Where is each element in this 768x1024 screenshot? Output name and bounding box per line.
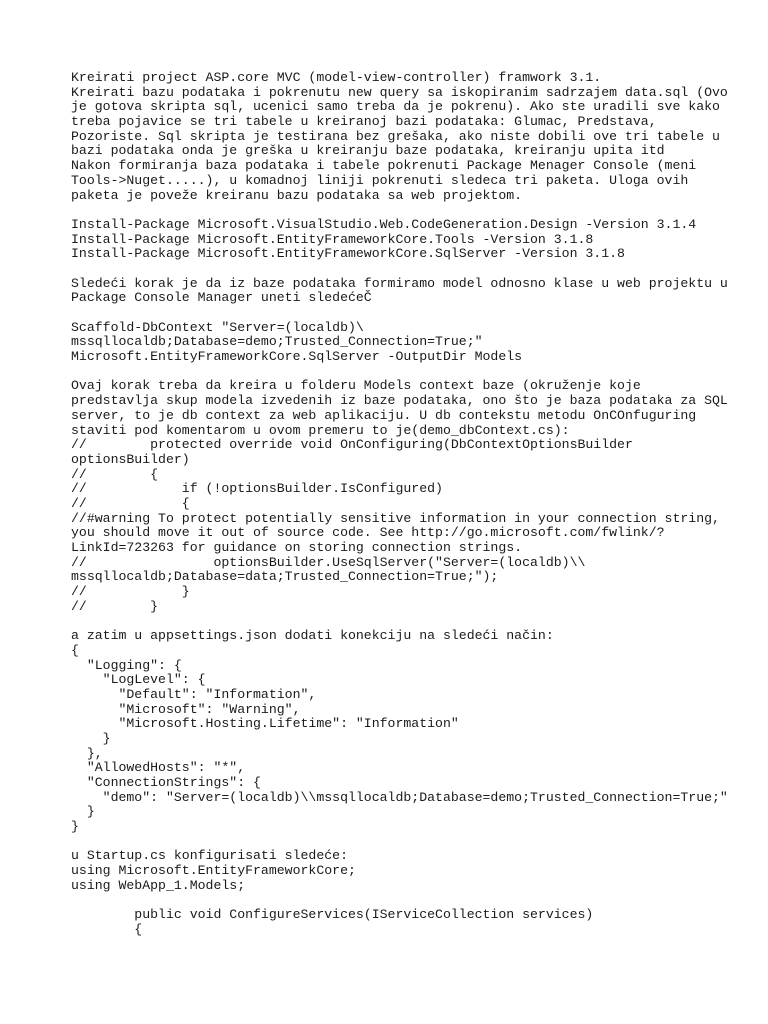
text-line: Nakon formiranja baza podataka i tabele pokrenuti Package Menager Console (meni bbox=[71, 158, 697, 174]
text-line: Ovaj korak treba da kreira u folderu Models context baze (okruženje koje bbox=[71, 378, 641, 394]
text-line: server, to je db context za web aplikaciju. U db contekstu metodu OnCOnfuguring bbox=[71, 407, 697, 423]
document-page bbox=[71, 70, 728, 938]
code-line: Scaffold-DbContext "Server=(localdb)\ bbox=[71, 319, 364, 335]
code-line: Microsoft.EntityFrameworkCore.SqlServer -OutputDir Models bbox=[71, 349, 523, 365]
code-line: "Microsoft.Hosting.Lifetime": "Information" bbox=[71, 716, 459, 732]
paragraph-gap bbox=[71, 894, 711, 909]
code-line: } bbox=[71, 804, 95, 820]
intro-paragraph bbox=[71, 70, 728, 203]
install-commands bbox=[71, 218, 711, 262]
configure-services-snippet bbox=[71, 908, 711, 937]
text-line: predstavlja skup modela izvedenih iz baze podataka, ono što je baza podataka za SQL bbox=[71, 393, 728, 409]
text-line: u Startup.cs konfigurisati sledeće: bbox=[71, 848, 348, 864]
text-line: Kreirati bazu podataka i pokrenutu new query sa iskopiranim sadrzajem data.sql (Ovo bbox=[71, 84, 728, 100]
code-line: { bbox=[71, 642, 79, 658]
code-line: using WebApp_1.Models; bbox=[71, 877, 246, 893]
text-line: je gotova skripta sql, ucenici samo treba da je pokrenu). Ako ste uradili sve kako bbox=[71, 99, 720, 115]
code-line: { bbox=[71, 921, 143, 937]
code-line: } bbox=[71, 819, 79, 835]
code-line: // optionsBuilder.UseSqlServer("Server=(localdb)\\ bbox=[71, 554, 586, 570]
paragraph-gap bbox=[71, 614, 711, 629]
text-line: staviti pod komentarom u ovom premeru to je(demo_dbContext.cs): bbox=[71, 422, 570, 438]
appsettings-paragraph bbox=[71, 628, 728, 835]
text-line: Sledeći korak je da iz baze podataka formiramo model odnosno klase u web projektu u bbox=[71, 275, 728, 291]
code-line: "Microsoft": "Warning", bbox=[71, 701, 301, 717]
code-line: // protected override void OnConfiguring(DbContextOptionsBuilder bbox=[71, 437, 633, 453]
code-line: Install-Package Microsoft.VisualStudio.Web.CodeGeneration.Design -Version 3.1.4 bbox=[71, 216, 697, 232]
code-line: // if (!optionsBuilder.IsConfigured) bbox=[71, 481, 443, 497]
text-line: bazi podataka onda je greška u kreiranju baze podataka, kreiranju upita itd bbox=[71, 143, 665, 159]
code-line: // { bbox=[71, 495, 190, 511]
code-line: "LogLevel": { bbox=[71, 672, 206, 688]
paragraph-gap bbox=[71, 365, 711, 380]
code-line: } bbox=[71, 730, 111, 746]
text-line: Kreirati project ASP.core MVC (model-view-controller) framwork 3.1. bbox=[71, 70, 602, 85]
next-step-paragraph bbox=[71, 275, 728, 306]
code-line: optionsBuilder) bbox=[71, 451, 190, 467]
code-line: //#warning To protect potentially sensitive information in your connection string, bbox=[71, 510, 720, 526]
code-line: // { bbox=[71, 466, 159, 482]
paragraph-gap bbox=[71, 203, 711, 218]
code-line: "ConnectionStrings": { bbox=[71, 775, 261, 790]
text-line: Tools->Nuget.....), u komadnoj liniji pokrenuti sledeca tri paketa. Uloga ovih bbox=[71, 172, 689, 188]
text-line: Pozoriste. Sql skripta je testirana bez grešaka, ako niste dobili ove tri tabele u bbox=[71, 128, 720, 144]
dbcontext-paragraph bbox=[71, 378, 728, 614]
code-line: "Default": "Information", bbox=[71, 686, 317, 702]
paragraph-gap bbox=[71, 262, 711, 277]
code-line: // } bbox=[71, 598, 159, 614]
code-line: Install-Package Microsoft.EntityFrameworkCore.SqlServer -Version 3.1.8 bbox=[71, 246, 625, 262]
code-line: // } bbox=[71, 584, 190, 600]
text-line: Package Console Manager uneti sledećeČ bbox=[71, 290, 372, 306]
text-line: paketa je poveže kreiranu bazu podataka sa web projektom. bbox=[71, 187, 523, 203]
text-line: treba pojavice se tri tabele u kreiranoj bazi podataka: Glumac, Predstava, bbox=[71, 114, 657, 130]
code-line: LinkId=723263 for guidance on storing connection strings. bbox=[71, 540, 523, 555]
code-line: "AllowedHosts": "*", bbox=[71, 760, 246, 776]
text-line: a zatim u appsettings.json dodati konekciju na sledeći način: bbox=[71, 628, 554, 644]
code-line: "demo": "Server=(localdb)\\mssqllocaldb;Database=demo;Trusted_Connection=True;" bbox=[71, 789, 728, 805]
code-line: Install-Package Microsoft.EntityFrameworkCore.Tools -Version 3.1.8 bbox=[71, 231, 594, 247]
code-line: mssqllocaldb;Database=data;Trusted_Connection=True;"); bbox=[71, 569, 499, 585]
code-line: public void ConfigureServices(IServiceCollection services) bbox=[71, 907, 594, 923]
scaffold-command bbox=[71, 321, 711, 365]
code-line: using Microsoft.EntityFrameworkCore; bbox=[71, 863, 356, 879]
startup-paragraph bbox=[71, 849, 711, 893]
code-line: mssqllocaldb;Database=demo;Trusted_Connection=True;" bbox=[71, 334, 483, 350]
code-line: you should move it out of source code. See http://go.microsoft.com/fwlink/? bbox=[71, 525, 665, 541]
code-line: "Logging": { bbox=[71, 657, 182, 673]
paragraph-gap bbox=[71, 835, 711, 850]
code-line: }, bbox=[71, 745, 103, 761]
paragraph-gap bbox=[71, 306, 711, 321]
